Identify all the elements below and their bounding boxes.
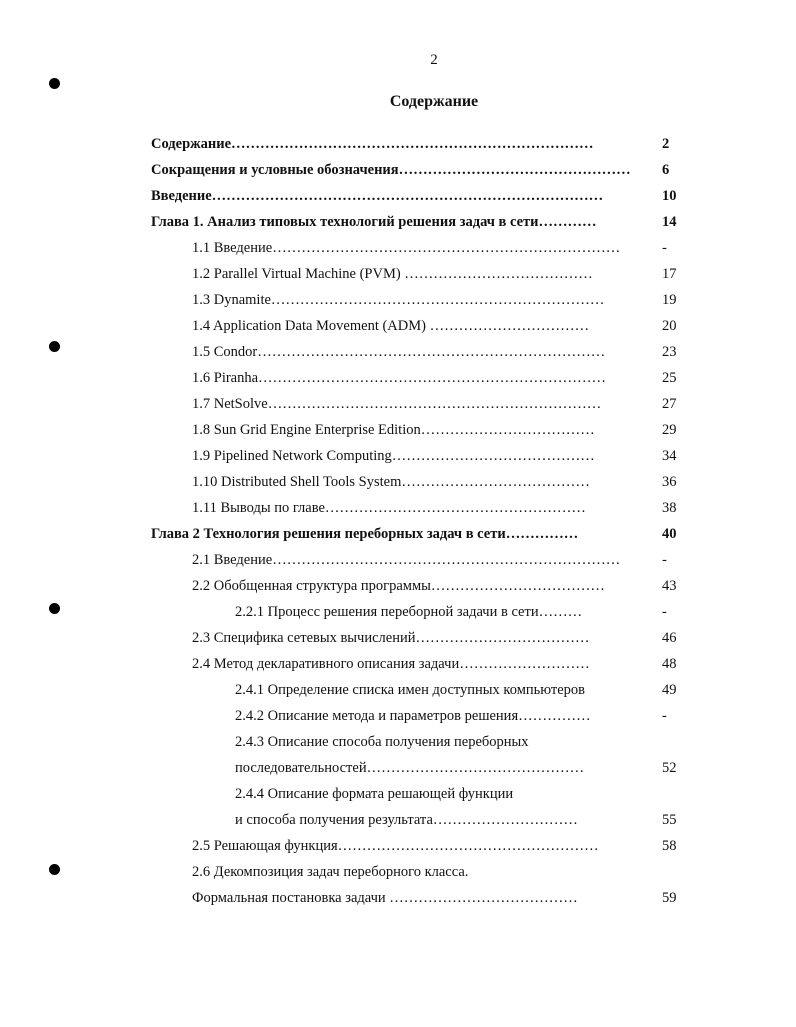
toc-entry (0, 448, 796, 474)
toc-entry-title: 1.4 Application Data Movement (ADM) …………………………… (192, 318, 590, 334)
toc-entry-title: 2.5 Решающая функция……………………………………………… (192, 838, 599, 854)
toc-entry (0, 240, 796, 266)
toc-entry-page: 17 (662, 266, 677, 282)
toc-entry-title: 2.4 Метод декларативного описания задачи……………………… (192, 656, 590, 672)
toc-entry (0, 708, 796, 734)
toc-entry (0, 214, 796, 240)
toc-entry-title: 2.3 Специфика сетевых вычислений……………………………… (192, 630, 590, 646)
toc-entry (0, 682, 796, 708)
toc-entry (0, 526, 796, 552)
toc-entry-title: 1.5 Condor……………………………………………………………… (192, 344, 606, 360)
toc-entry-page: 48 (662, 656, 677, 672)
toc-entry-title: 1.8 Sun Grid Engine Enterprise Edition……………………………… (192, 422, 595, 438)
toc-entry (0, 734, 796, 760)
toc-entry (0, 396, 796, 422)
toc-entry (0, 162, 796, 188)
toc-entry-page: 27 (662, 396, 677, 412)
toc-entry-title: 2.4.3 Описание способа получения переборных (235, 734, 529, 750)
toc-entry (0, 266, 796, 292)
toc-entry (0, 136, 796, 162)
toc-entry (0, 812, 796, 838)
page-number: 2 (430, 52, 438, 68)
toc-entry (0, 344, 796, 370)
toc-entry (0, 890, 796, 916)
toc-entry-page: 10 (662, 188, 677, 204)
toc-entry-title: 2.4.2 Описание метода и параметров решения…………… (235, 708, 591, 724)
toc-entry-title: 1.9 Pipelined Network Computing…………………………………… (192, 448, 595, 464)
page-title: Содержание (389, 93, 479, 110)
toc-entry-page: 6 (662, 162, 670, 178)
toc-entry-title: 1.7 NetSolve…………………………………………………………… (192, 396, 602, 412)
toc-entry-title: 2.1 Введение……………………………………………………………… (192, 552, 621, 568)
toc-entry (0, 656, 796, 682)
toc-entry (0, 422, 796, 448)
toc-entry-title: 1.3 Dynamite…………………………………………………………… (192, 292, 605, 308)
toc-entry-page: 2 (662, 136, 670, 152)
toc-entry (0, 838, 796, 864)
toc-entry-title: 2.4.4 Описание формата решающей функции (235, 786, 514, 802)
toc-entry-page: 19 (662, 292, 677, 308)
toc-entry-title: 1.11 Выводы по главе……………………………………………… (192, 500, 586, 516)
toc-entry-page: 40 (662, 526, 677, 542)
toc-entry-title: 2.4.1 Определение списка имен доступных компьютеров (235, 682, 585, 698)
toc-entry (0, 370, 796, 396)
toc-entry (0, 552, 796, 578)
toc-entry-page: - (662, 604, 667, 620)
toc-entry-page: 20 (662, 318, 677, 334)
toc-entry-title: Сокращения и условные обозначения………………………………………… (151, 162, 631, 178)
toc-entry (0, 578, 796, 604)
toc-entry (0, 760, 796, 786)
toc-entry-page: 59 (662, 890, 677, 906)
toc-entry-title: Глава 2 Технология решения переборных задач в сети…………… (151, 526, 579, 542)
toc-entry-page: 25 (662, 370, 677, 386)
toc-entry (0, 786, 796, 812)
toc-entry-title: 1.10 Distributed Shell Tools System………………………………… (192, 474, 590, 490)
toc-entry (0, 188, 796, 214)
toc-entry (0, 474, 796, 500)
toc-entry-title: Формальная постановка задачи ………………………………… (192, 890, 578, 906)
toc-entry-page: 36 (662, 474, 677, 490)
toc-entry-title: 2.2 Обобщенная структура программы……………………………… (192, 578, 605, 594)
binder-hole-mark (49, 78, 60, 89)
toc-entry-title: 1.2 Parallel Virtual Machine (PVM) ………………………………… (192, 266, 593, 282)
toc-entry-page: 52 (662, 760, 677, 776)
toc-entry (0, 604, 796, 630)
toc-entry-page: 43 (662, 578, 677, 594)
toc-entry-title: последовательностей……………………………………… (235, 760, 585, 776)
toc-entry (0, 292, 796, 318)
toc-entry (0, 500, 796, 526)
toc-entry-page: - (662, 240, 667, 256)
toc-entry-page: - (662, 708, 667, 724)
toc-entry-page: - (662, 552, 667, 568)
toc-entry (0, 318, 796, 344)
toc-entry-page: 29 (662, 422, 677, 438)
toc-entry-page: 38 (662, 500, 677, 516)
toc-entry-page: 34 (662, 448, 677, 464)
toc-entry-title: Глава 1. Анализ типовых технологий решения задач в сети………… (151, 214, 597, 230)
toc-entry-page: 46 (662, 630, 677, 646)
toc-entry-title: Содержание………………………………………………………………… (151, 136, 594, 152)
toc-entry-title: 2.6 Декомпозиция задач переборного класса. (192, 864, 469, 880)
toc-entry-page: 23 (662, 344, 677, 360)
toc-entry-title: Введение……………………………………………………………………… (151, 188, 604, 204)
toc-entry-page: 49 (662, 682, 677, 698)
toc-entry-page: 55 (662, 812, 677, 828)
toc-entry-title: 2.2.1 Процесс решения переборной задачи в сети……… (235, 604, 583, 620)
toc-entry (0, 864, 796, 890)
toc-entry-page: 14 (662, 214, 677, 230)
toc-entry (0, 630, 796, 656)
toc-entry-page: 58 (662, 838, 677, 854)
toc-entry-title: 1.6 Piranha……………………………………………………………… (192, 370, 607, 386)
toc-entry-title: 1.1 Введение……………………………………………………………… (192, 240, 621, 256)
toc-entry-title: и способа получения результата………………………… (235, 812, 578, 828)
